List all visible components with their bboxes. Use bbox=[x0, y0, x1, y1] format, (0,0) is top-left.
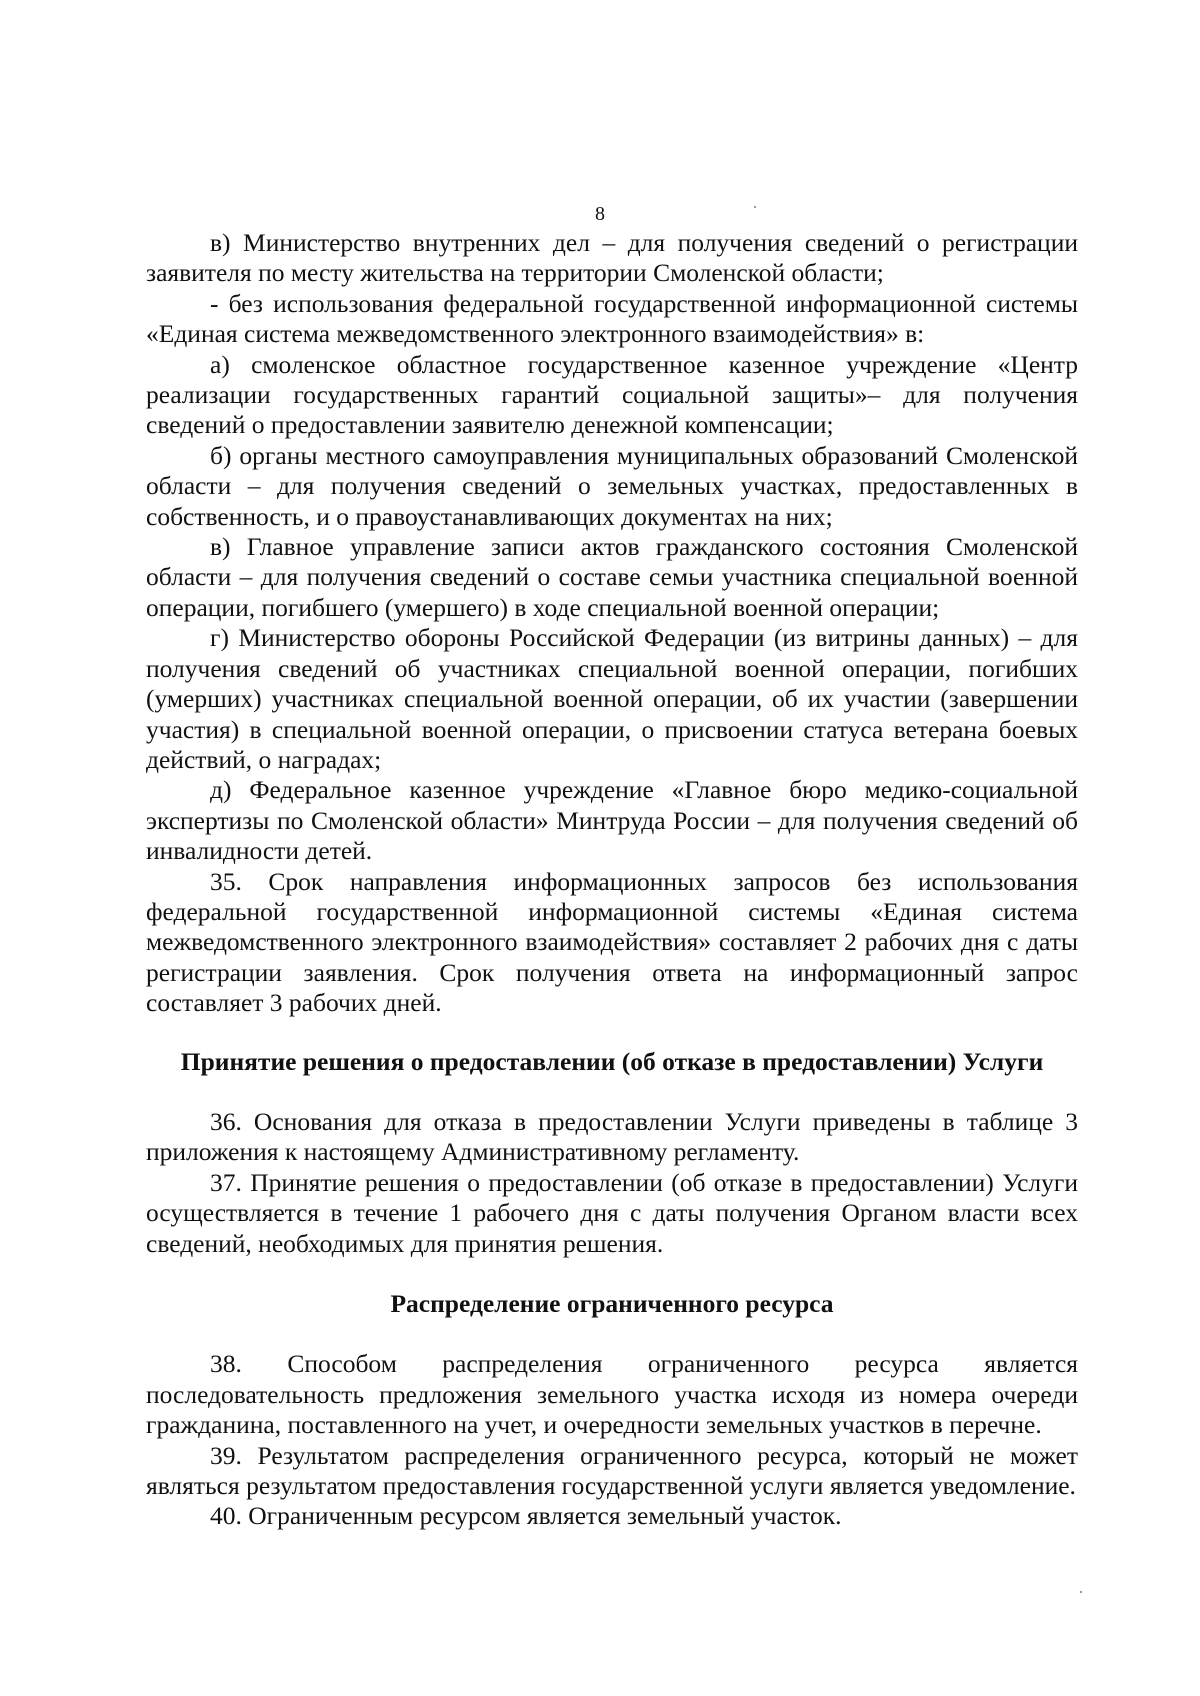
paragraph: 37. Принятие решения о предоставлении (об отказе в предоставлении) Услуги осуществляется в течение 1 рабочего дня с даты получения Органом власти всех сведений, необходимых для принятия решения. bbox=[146, 1167, 1078, 1258]
paragraph: а) смоленское областное государственное казенное учреждение «Центр реализации государственных гарантий социальной защиты»– для получения сведений о предоставлении заявителю денежной компенсации; bbox=[146, 349, 1078, 440]
paragraph: 39. Результатом распределения ограниченного ресурса, который не может являться результатом предоставления государственной услуги является уведомление. bbox=[146, 1440, 1078, 1501]
section-heading: Принятие решения о предоставлении (об отказе в предоставлении) Услуги bbox=[180, 1046, 1044, 1076]
paragraph: б) органы местного самоуправления муниципальных образований Смоленской области – для получения сведений о земельных участках, предоставленных в собственность, и о правоустанавливающих документах на них; bbox=[146, 440, 1078, 531]
scan-speck bbox=[754, 206, 756, 208]
paragraph: в) Главное управление записи актов гражданского состояния Смоленской области – для получения сведений о составе семьи участника специальной военной операции, погибшего (умершего) в ходе специальной военной операции; bbox=[146, 532, 1078, 622]
paragraph: 38. Способом распределения ограниченного ресурса является последовательность предложения земельного участка исходя из номера очереди гражданина, поставленного на учет, и очередности земельных участков в перечне. bbox=[146, 1349, 1078, 1440]
page-number: 8 bbox=[595, 203, 605, 225]
scan-speck bbox=[1080, 1591, 1082, 1593]
paragraph: г) Министерство обороны Российской Федерации (из витрины данных) – для получения сведений об участниках специальной военной операции, погибших (умерших) участниках специальной военной операции, об их участии (завершении участия) в специальной военной операции, о присвоении статуса ветерана боевых действий, о наградах; bbox=[146, 623, 1078, 774]
document-body bbox=[146, 228, 1078, 1532]
paragraph: 40. Ограниченным ресурсом является земельный участок. bbox=[210, 1501, 842, 1531]
paragraph: - без использования федеральной государственной информационной системы «Единая система межведомственного электронного взаимодействия» в: bbox=[146, 288, 1078, 349]
paragraph: д) Федеральное казенное учреждение «Главное бюро медико-социальной экспертизы по Смоленской области» Минтруда России – для получения сведений об инвалидности детей. bbox=[146, 775, 1078, 866]
paragraph: 35. Срок направления информационных запросов без использования федеральной государственной информационной системы «Единая система межведомственного электронного взаимодействия» составляет 2 рабочих дня с даты регистрации заявления. Срок получения ответа на информационный запрос составляет 3 рабочих дней. bbox=[146, 866, 1078, 1018]
paragraph: в) Министерство внутренних дел – для получения сведений о регистрации заявителя по месту жительства на территории Смоленской области; bbox=[146, 228, 1078, 288]
section-heading: Распределение ограниченного ресурса bbox=[390, 1289, 834, 1318]
paragraph: 36. Основания для отказа в предоставлении Услуги приведены в таблице 3 приложения к настоящему Административному регламенту. bbox=[146, 1106, 1078, 1167]
